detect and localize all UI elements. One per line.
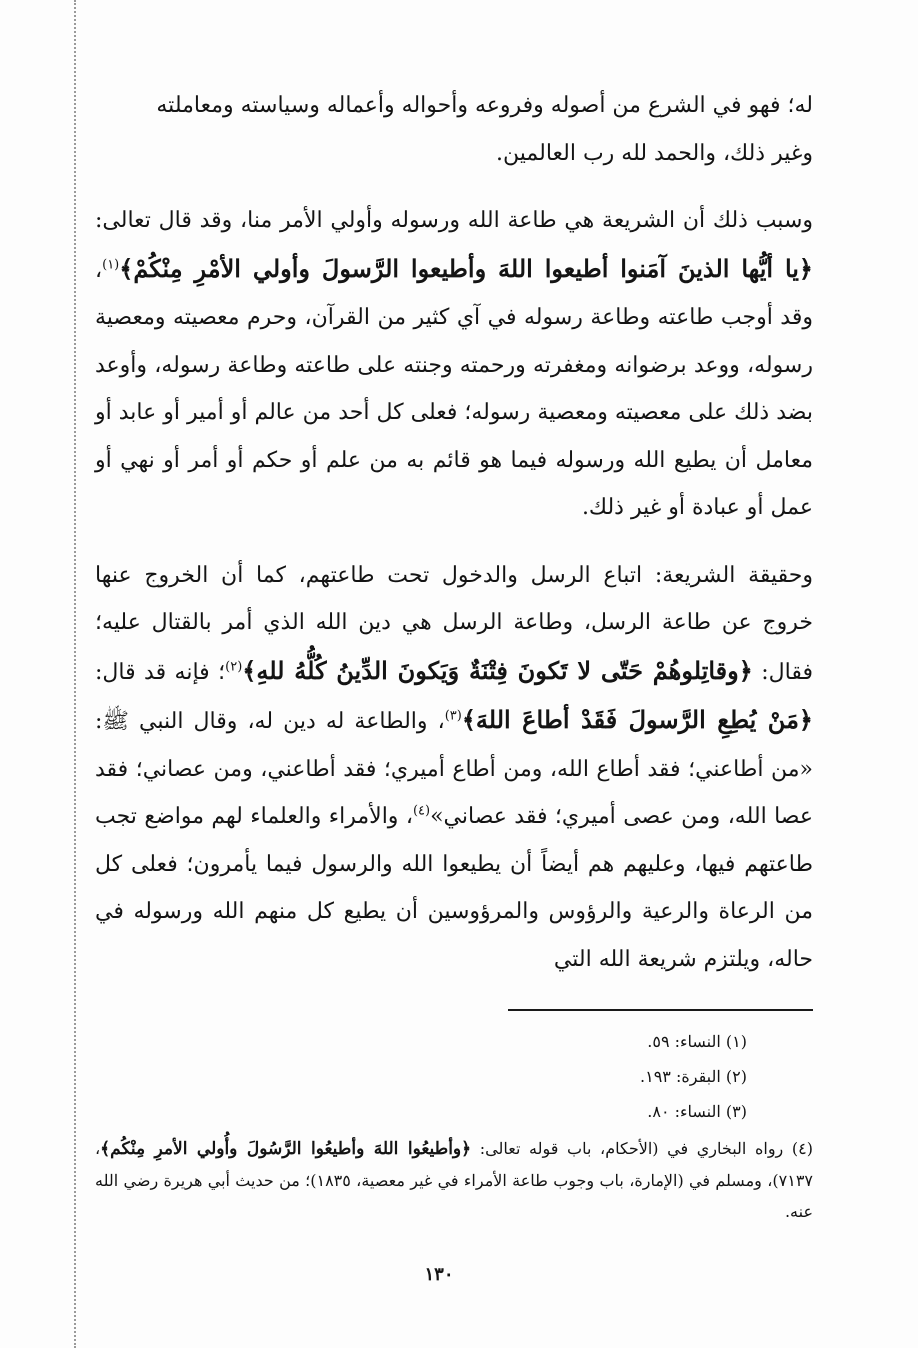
paragraph-3-intro: وحقيقة الشريعة: اتباع الرسل والدخول تحت طاعتهم، كما أن الخروج عنها خروج عن طاعة الرسل، وطاعة الرسل هي دين الله الذي أمر بالقتال عليه؛ فقال:	[95, 562, 813, 685]
paragraph-3	[95, 552, 813, 984]
main-text	[95, 82, 813, 983]
paragraph-1-line-2: وغير ذلك، والحمد لله رب العالمين.	[496, 140, 813, 166]
page-number: ١٣٠	[424, 1264, 454, 1285]
paragraph-3-rest: ، والأمراء والعلماء لهم مواضع تجب طاعتهم فيها، وعليهم هم أيضاً أن يطيعوا الله والرسول فيما يأمرون؛ فعلى كل من الرعاة والرعية والرؤوس والمرؤوسين أن يطيع كل منهم الله ورسوله في حاله، ويلتزم شريعة الله التي	[95, 804, 813, 972]
footnote-ref-2: (٢)	[225, 659, 243, 675]
footnote-4	[95, 1133, 813, 1227]
scan-binding-edge	[74, 0, 76, 1348]
quran-quote-al-baqarah-193: ﴿وقاتِلوهُمْ حَتّى لا تَكونَ فِتْنَةٌ وَيَكونَ الدِّينُ كُلُّهُ للهِ﴾	[242, 655, 753, 685]
footnote-separator	[508, 1009, 813, 1011]
footnote-ref-1: (١)	[102, 257, 120, 273]
hadith-quote: «من أطاعني؛ فقد أطاع الله، ومن أطاع أميري؛ فقد أطاعني، ومن عصاني؛ فقد عصا الله، ومن عصى أميري؛ فقد عصاني»	[95, 756, 813, 829]
footnote-4-rest: ، ٧١٣٧)، ومسلم في (الإمارة، باب وجوب طاعة الأمراء في غير معصية، ١٨٣٥)؛ من حديث أبي هريرة رضي الله عنه.	[95, 1139, 813, 1221]
footnote-ref-4: (٤)	[412, 803, 431, 819]
paragraph-1-line-1: له؛ فهو في الشرع من أصوله وفروعه وأحواله وأعماله وسياسته ومعاملته	[156, 93, 813, 118]
quran-quote-an-nisa-80: ﴿مَنْ يُطِعِ الرَّسولَ فَقَدْ أطاعَ اللهَ﴾	[461, 705, 813, 734]
paragraph-2-intro: وسبب ذلك أن الشريعة هي طاعة الله ورسوله وأولي الأمر منا، وقد قال تعالى:	[95, 208, 813, 233]
footnote-4-quote: ﴿وأطيعُوا اللهَ وأطيعُوا الرَّسُولَ وأُولي الأمرِ مِنْكُم﴾	[100, 1139, 472, 1159]
quran-quote-an-nisa-59: ﴿يا أيُّها الذينَ آمَنوا أطيعوا اللهَ وأطيعوا الرَّسولَ وأولي الأمْرِ مِنْكُمْ﴾	[119, 253, 813, 283]
paragraph-3-after-quote: ، والطاعة له دين له، وقال النبي ﷺ:	[95, 709, 445, 734]
footnotes	[95, 1024, 813, 1227]
footnote-ref-3: (٣)	[444, 708, 462, 724]
paragraph-2	[95, 197, 813, 532]
footnote-3: (٣) النساء: ٨٠.	[647, 1102, 747, 1121]
footnote-2: (٢) البقرة: ١٩٣.	[640, 1067, 747, 1086]
paragraph-3-mid: ؛ فإنه قد قال:	[95, 659, 226, 685]
footnote-1: (١) النساء: ٥٩.	[647, 1032, 747, 1051]
paragraph-1	[95, 82, 813, 177]
paragraph-2-rest: ، وقد أوجب طاعته وطاعة رسوله في آي كثير من القرآن، وحرم معصيته ومعصية رسوله، ووعد برضوانه ومغفرته ورحمته وجنته على طاعته وطاعة رسوله، وأوعد بضد ذلك على معصيته ومعصية رسوله؛ فعلى كل أحد من عالم أو أمير أو عابد أو معامل أن يطيع الله ورسوله فيما هو قائم به من علم أو حكم أو أمر أو نهي أو عمل أو عبادة أو غير ذلك.	[95, 257, 813, 520]
footnote-4-intro: (٤) رواه البخاري في (الأحكام، باب قوله تعالى:	[479, 1139, 813, 1158]
